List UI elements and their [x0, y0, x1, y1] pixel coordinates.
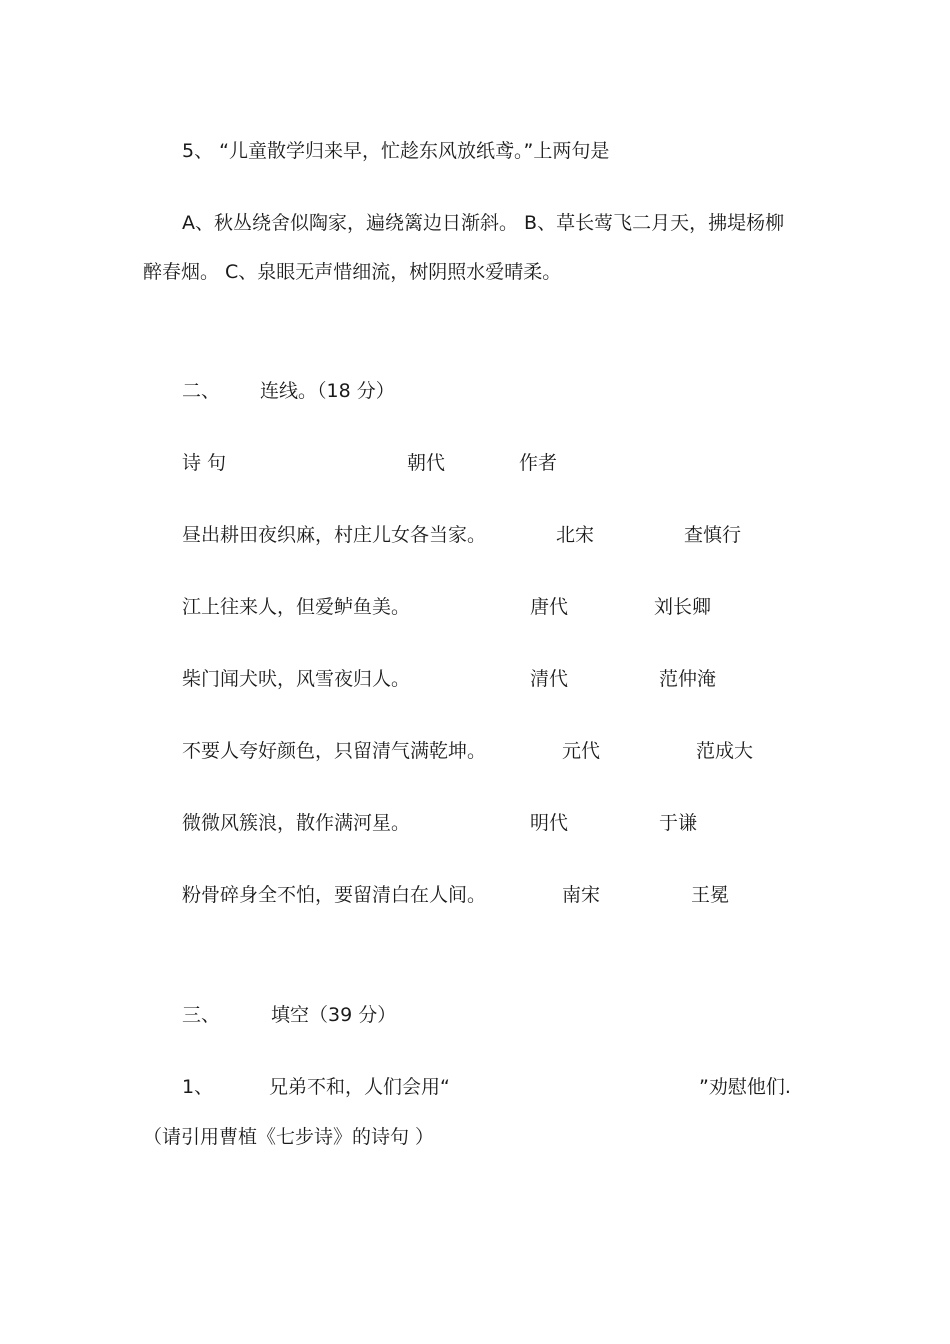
question-5-text: 5、 “儿童散学归来早，忙趁东风放纸鸢。”上两句是 [182, 140, 610, 162]
fill-question-1-note: （请引用曹植《七步诗》的诗句 ） [143, 1126, 435, 1148]
match-author: 王冕 [691, 884, 730, 906]
section-3-title: 填空（39 分） [271, 1004, 397, 1026]
header-dynasty: 朝代 [407, 452, 446, 474]
match-author: 于谦 [659, 812, 698, 834]
match-poem: 不要人夸好颜色，只留清气满乾坤。 [182, 740, 487, 762]
question-5-options-line-1: A、秋丛绕舍似陶家，遍绕篱边日渐斜。 B、草长莺飞二月天，拂堤杨柳 [182, 212, 785, 234]
match-author: 范成大 [696, 740, 754, 762]
match-poem: 江上往来人，但爱鲈鱼美。 [182, 596, 411, 618]
match-dynasty: 唐代 [530, 596, 569, 618]
match-poem: 昼出耕田夜织麻，村庄儿女各当家。 [182, 524, 487, 546]
match-poem: 粉骨碎身全不怕，要留清白在人间。 [182, 884, 487, 906]
match-dynasty: 南宋 [562, 884, 601, 906]
match-dynasty: 元代 [562, 740, 601, 762]
match-author: 查慎行 [684, 524, 742, 546]
fill-question-1-text: 兄弟不和，人们会用“ [269, 1076, 450, 1098]
header-author: 作者 [519, 452, 558, 474]
section-2-title: 连线。（18 分） [260, 380, 395, 402]
match-author: 刘长卿 [654, 596, 712, 618]
match-poem: 微微风簇浪，散作满河星。 [182, 812, 411, 834]
match-dynasty: 清代 [530, 668, 569, 690]
section-2-number: 二、 [182, 380, 221, 402]
match-dynasty: 北宋 [556, 524, 595, 546]
question-5-options-line-2: 醉春烟。 C、泉眼无声惜细流，树阴照水爱晴柔。 [143, 261, 562, 283]
fill-question-1-close: ”劝慰他们. [699, 1076, 791, 1098]
match-author: 范仲淹 [659, 668, 717, 690]
match-poem: 柴门闻犬吠，风雪夜归人。 [182, 668, 411, 690]
match-dynasty: 明代 [530, 812, 569, 834]
fill-question-1-number: 1、 [182, 1076, 214, 1098]
header-poem: 诗 句 [182, 452, 227, 474]
section-3-number: 三、 [182, 1004, 221, 1026]
